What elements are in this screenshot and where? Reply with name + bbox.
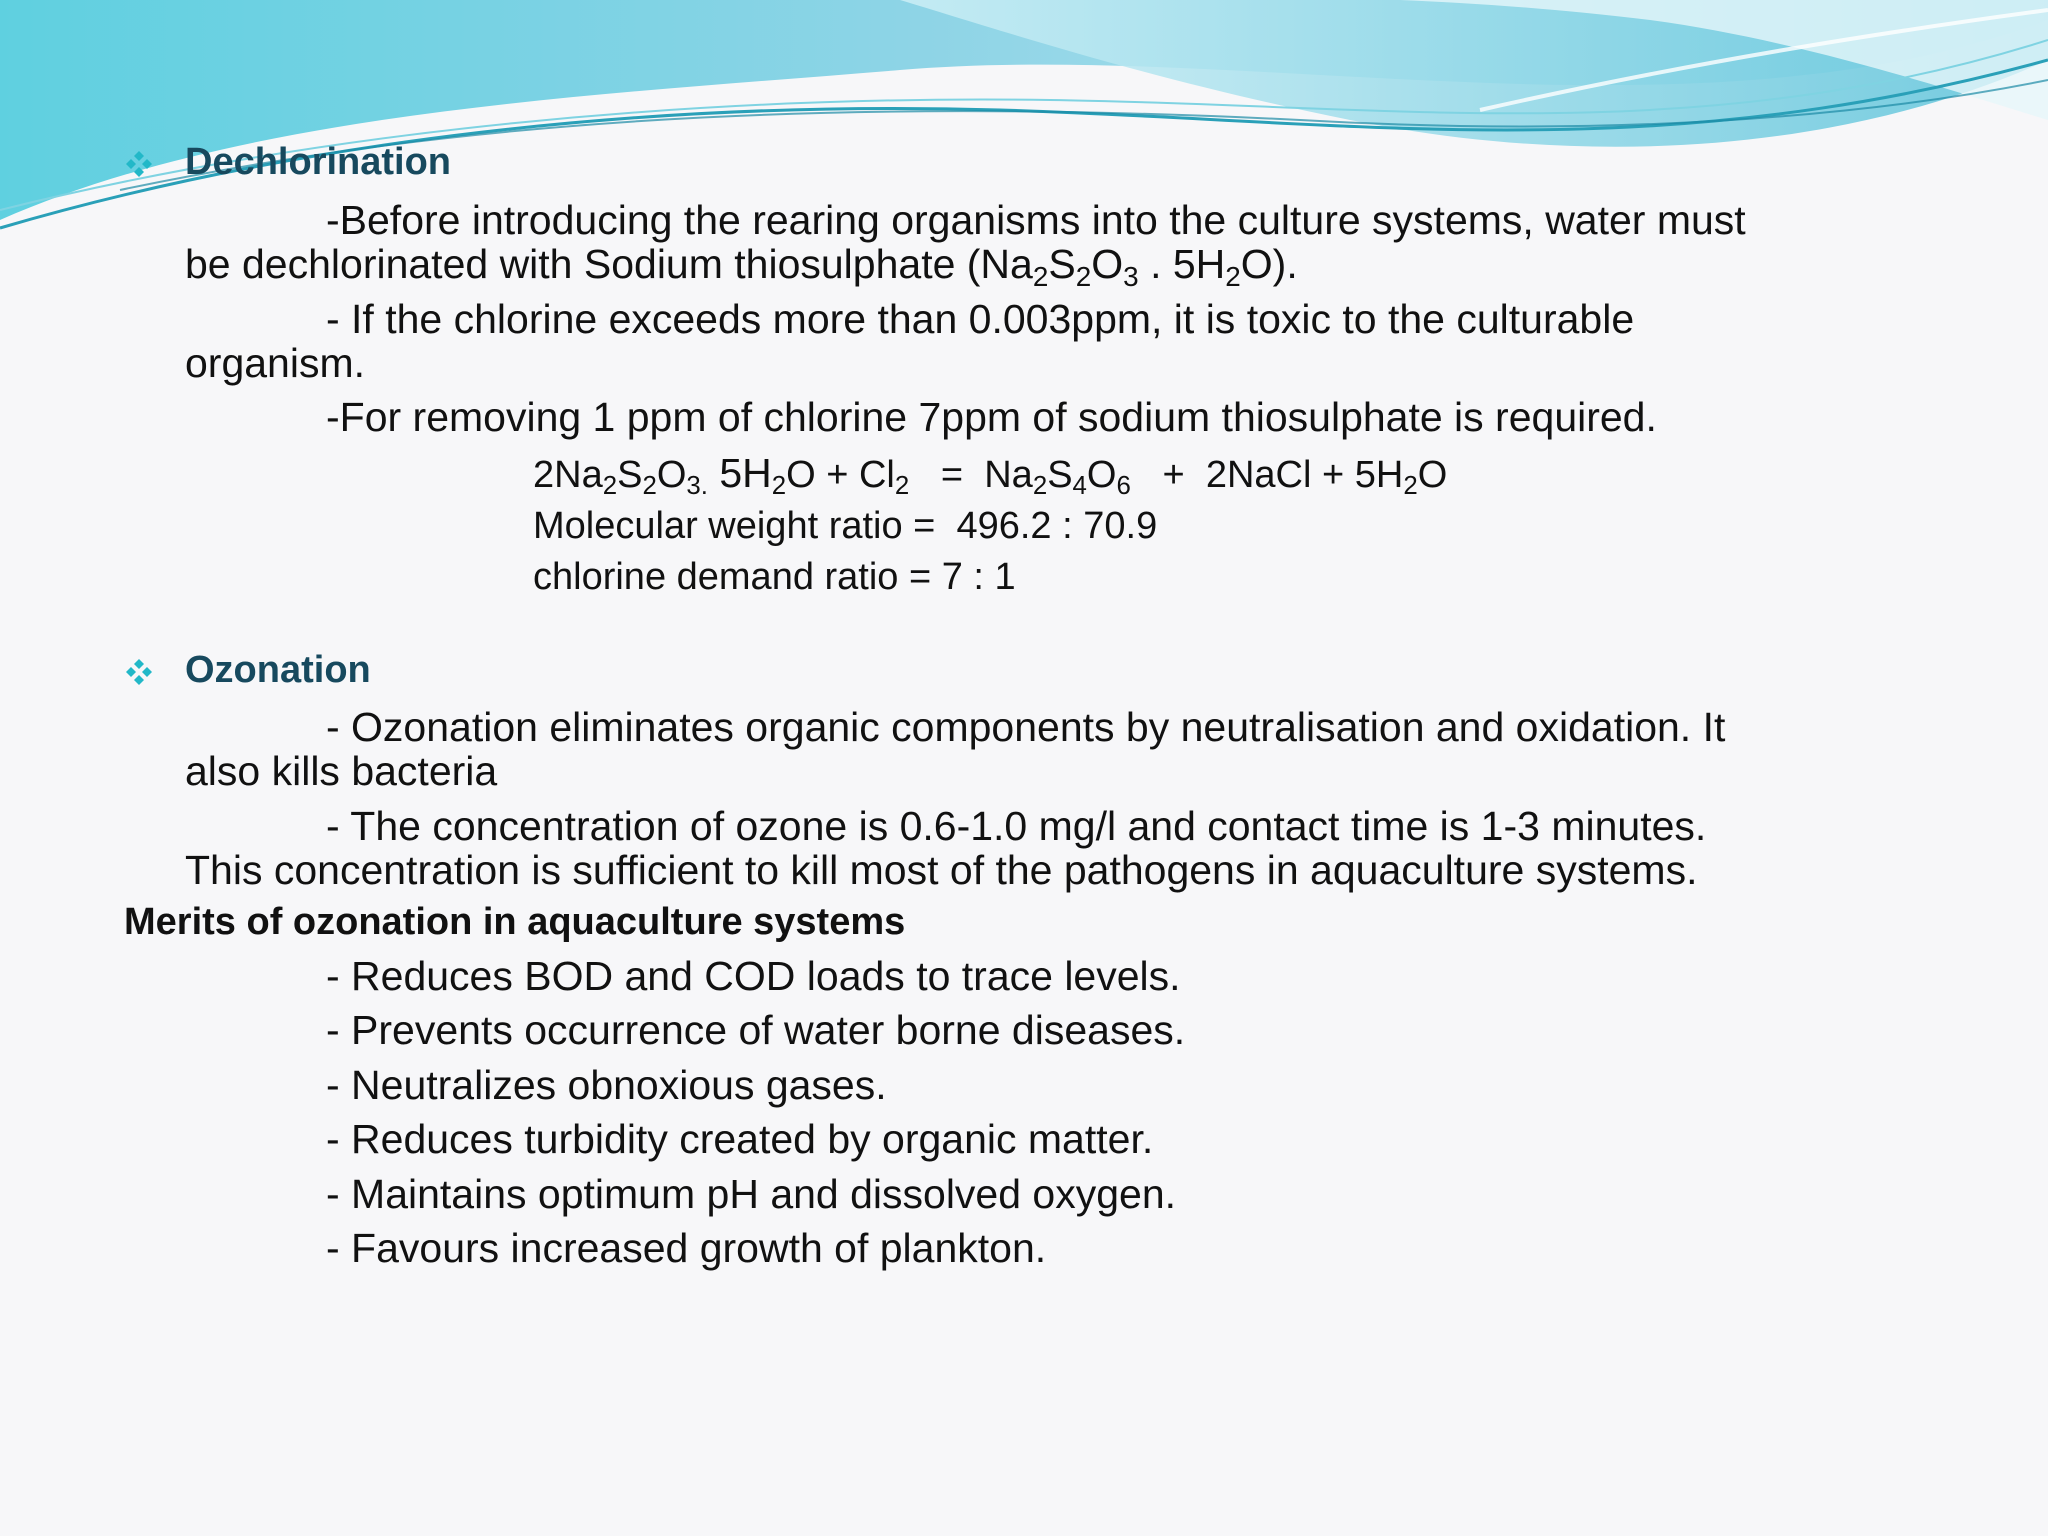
four-diamond-bullet-icon [124,657,154,687]
dechlorination-para2-line1: - If the chlorine exceeds more than 0.003ppm, it is toxic to the culturable [326,296,1635,342]
ozonation-para2-line1: - The concentration of ozone is 0.6-1.0 mg/l and contact time is 1-3 minutes. [326,803,1707,849]
chemical-equation: $2Na_2S_2O_{3.}$ $5H_2O + Cl_2 = Na_2S_4O_6$ + 2NaCl + $5H_2O$ [533,450,1448,501]
chlorine-demand-ratio: chlorine demand ratio = 7 : 1 [533,556,1016,598]
merit-item: - Prevents occurrence of water borne diseases. [326,1007,1186,1053]
ozonation-para1-line2: also kills bacteria [185,748,498,794]
dechlorination-heading: Dechlorination [185,141,452,183]
merit-item: - Maintains optimum pH and dissolved oxygen. [326,1171,1177,1217]
merits-title: Merits of ozonation in aquaculture systems [124,901,906,943]
dechlorination-para3: -For removing 1 ppm of chlorine 7ppm of sodium thiosulphate is required. [326,394,1657,440]
dechlorination-para1-line2: be dechlorinated with Sodium thiosulphate ($Na_2S_2O_3$ . $5H_2O$). [185,241,1298,292]
merit-item: - Favours increased growth of plankton. [326,1225,1047,1271]
dechlorination-para1-line1: -Before introducing the rearing organisms into the culture systems, water must [326,197,1746,243]
ozonation-para2-line2: This concentration is sufficient to kill most of the pathogens in aquaculture systems. [185,847,1698,893]
four-diamond-bullet-icon [124,149,154,179]
ozonation-para1-line1: - Ozonation eliminates organic components by neutralisation and oxidation. It [326,704,1726,750]
dechlorination-para2-line2: organism. [185,340,366,386]
merit-item: - Neutralizes obnoxious gases. [326,1062,887,1108]
molecular-weight-ratio: Molecular weight ratio = 496.2 : 70.9 [533,505,1158,547]
merit-item: - Reduces BOD and COD loads to trace levels. [326,953,1181,999]
merit-item: - Reduces turbidity created by organic matter. [326,1116,1154,1162]
ozonation-heading: Ozonation [185,649,371,691]
